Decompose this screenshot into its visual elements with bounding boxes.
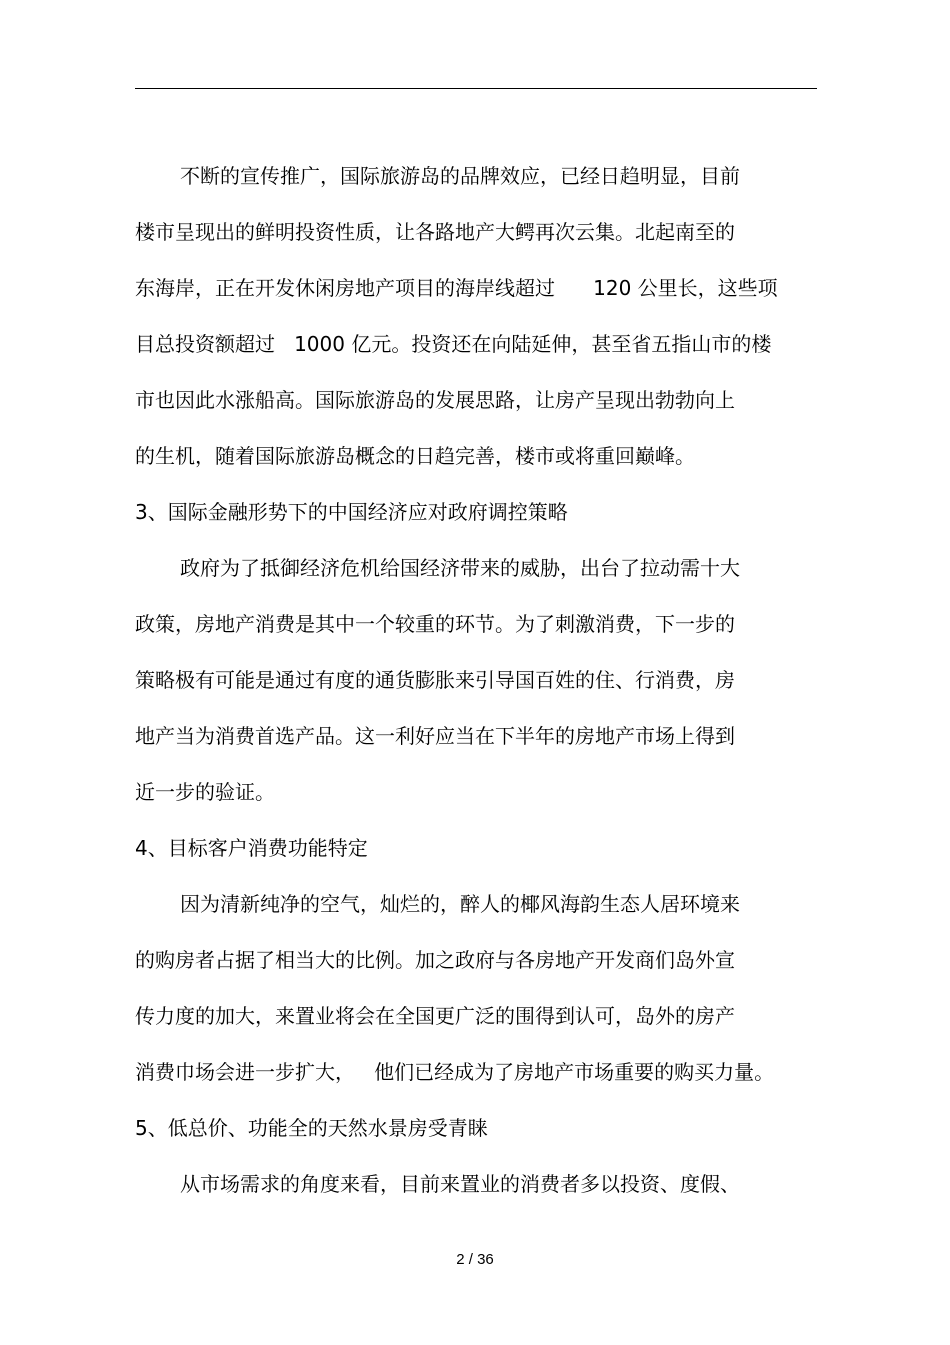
paragraph-line: 传力度的加大，来置业将会在全国更广泛的围得到认可，岛外的房产 — [135, 1004, 735, 1028]
paragraph-line: 策略极有可能是通过有度的通货膨胀来引导国百姓的住、行消费，房 — [135, 668, 735, 692]
paragraph-line: 目总投资额超过 1000 亿元。投资还在向陆延伸，甚至省五指山市的楼 — [135, 332, 772, 356]
paragraph-line: 近一步的验证。 — [135, 780, 275, 804]
section-heading-5: 5、低总价、功能全的天然水景房受青睐 — [135, 1116, 488, 1140]
paragraph-line: 从市场需求的角度来看，目前来置业的消费者多以投资、度假、 — [180, 1172, 740, 1196]
section-heading-3: 3、国际金融形势下的中国经济应对政府调控策略 — [135, 500, 568, 524]
paragraph-line: 楼市呈现出的鲜明投资性质，让各路地产大鳄再次云集。北起南至的 — [135, 220, 735, 244]
paragraph-line: 消费巾场会进一步扩大， 他们已经成为了房地产市场重要的购买力量。 — [135, 1060, 775, 1084]
header-rule — [135, 88, 817, 89]
paragraph-line: 地产当为消费首选产品。这一利好应当在下半年的房地产市场上得到 — [135, 724, 735, 748]
paragraph-line: 政策，房地产消费是其中一个较重的环节。为了刺激消费，下一步的 — [135, 612, 735, 636]
paragraph-line: 东海岸，正在开发休闲房地产项目的海岸线超过 120 公里长，这些项 — [135, 276, 778, 300]
paragraph-line: 因为清新纯净的空气，灿烂的，醉人的椰风海韵生态人居环境来 — [180, 892, 740, 916]
paragraph-line: 不断的宣传推广，国际旅游岛的品牌效应，已经日趋明显，目前 — [180, 164, 740, 188]
section-heading-4: 4、目标客户消费功能特定 — [135, 836, 368, 860]
page-number: 2 / 36 — [456, 1251, 494, 1268]
paragraph-line: 的生机，随着国际旅游岛概念的日趋完善，楼市或将重回巅峰。 — [135, 444, 695, 468]
paragraph-line: 政府为了抵御经济危机给国经济带来的威胁，出台了拉动需十大 — [180, 556, 740, 580]
paragraph-line: 的购房者占据了相当大的比例。加之政府与各房地产开发商们岛外宣 — [135, 948, 735, 972]
paragraph-line: 市也因此水涨船高。国际旅游岛的发展思路，让房产呈现出勃勃向上 — [135, 388, 735, 412]
